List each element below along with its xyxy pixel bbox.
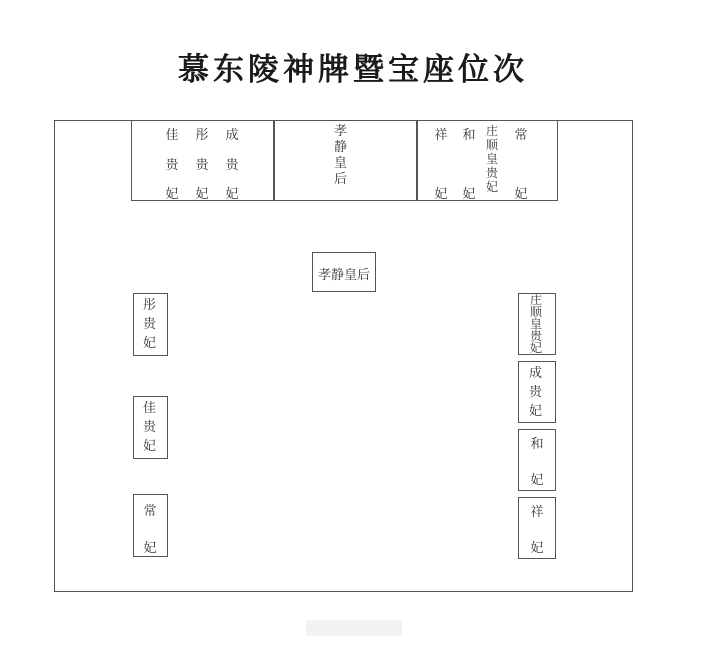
top-left-col2-char3: 妃	[195, 187, 209, 202]
right-box-3-char2: 妃	[530, 473, 544, 488]
top-right-col1-char1: 祥	[434, 128, 448, 143]
left-box-3-char2: 妃	[143, 541, 157, 556]
right-box-4-char2: 妃	[530, 541, 544, 556]
top-left-col3-char2: 贵	[225, 158, 239, 173]
top-right-col4-char2: 妃	[514, 187, 528, 202]
top-right-col4-char1: 常	[514, 128, 528, 143]
top-center-label: 孝静皇后	[334, 124, 348, 187]
left-box-3-char1: 常	[143, 504, 157, 519]
top-left-col3-char1: 成	[225, 128, 239, 143]
top-left-col2-char1: 彤	[195, 128, 209, 143]
top-left-col1-char3: 妃	[165, 187, 179, 202]
top-left-col2-char2: 贵	[195, 158, 209, 173]
right-box-2-label: 成贵妃	[529, 366, 543, 419]
left-box-2-label: 佳贵妃	[143, 401, 157, 454]
top-left-col3-char3: 妃	[225, 187, 239, 202]
center-tablet-label: 孝静皇后	[317, 268, 370, 283]
top-right-col2-char2: 妃	[462, 187, 476, 202]
watermark-blur	[306, 620, 402, 636]
top-right-col2-char1: 和	[462, 128, 476, 143]
top-right-col1-char2: 妃	[434, 187, 448, 202]
right-box-3-char1: 和	[530, 437, 544, 452]
right-box-4-char1: 祥	[530, 505, 544, 520]
top-right-col3-label: 庄顺皇贵妃	[486, 124, 499, 194]
top-left-col1-char2: 贵	[165, 158, 179, 173]
left-box-1-label: 彤贵妃	[143, 298, 157, 351]
diagram-title: 慕东陵神牌暨宝座位次	[178, 52, 528, 88]
top-left-col1-char1: 佳	[165, 128, 179, 143]
right-box-1-label: 庄顺皇贵妃	[530, 293, 543, 355]
